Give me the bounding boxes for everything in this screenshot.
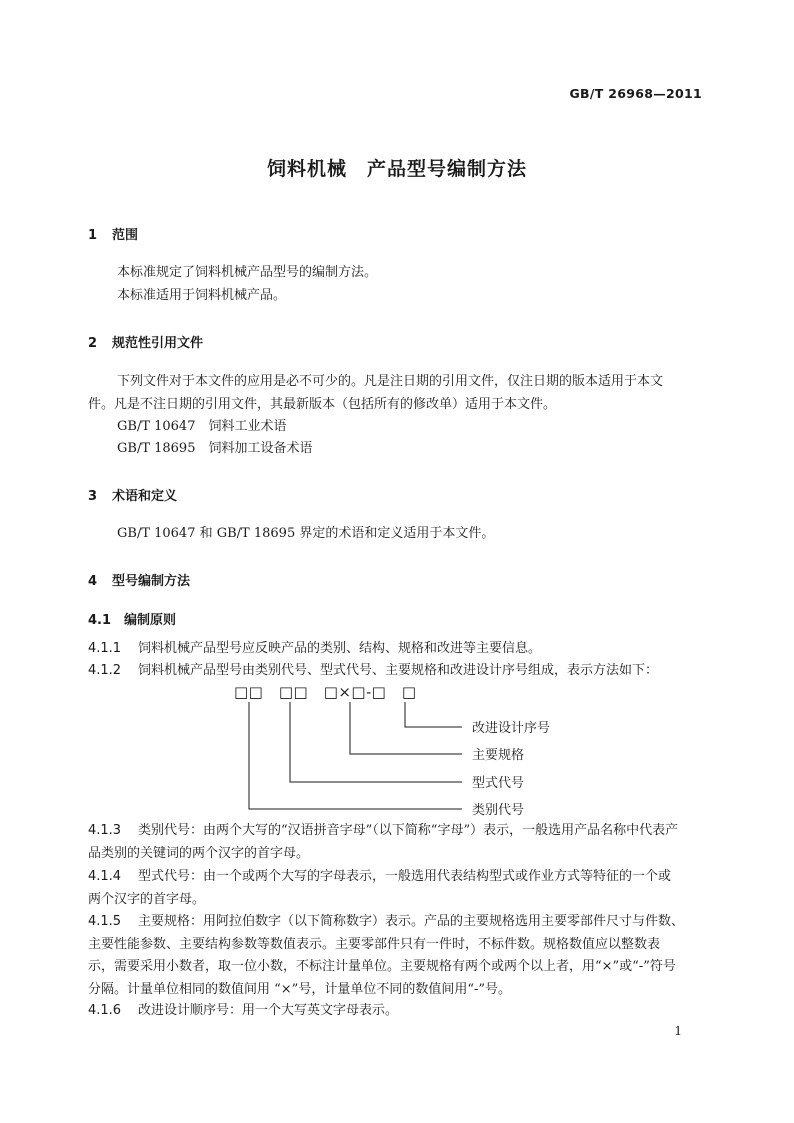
leader-line-category <box>249 702 462 809</box>
clause-4-1-6 <box>88 1000 398 1022</box>
clause-4-1-5 <box>88 911 684 1001</box>
clause-number: 4.1.5 <box>88 914 122 929</box>
section-3-heading <box>88 485 177 504</box>
paragraph: 本标准适用于饲料机械产品。 <box>117 288 287 303</box>
paragraph: GB/T 10647 和 GB/T 18695 界定的术语和定义适用于本文件。 <box>117 526 495 541</box>
clause-text: 示，需要采用小数者，取一位小数，不标注计量单位。主要规格有两个或两个以上者，用“×”或“-”符号 <box>88 959 676 974</box>
section-1-heading <box>88 224 138 243</box>
section-title: 规范性引用文件 <box>112 336 204 351</box>
diagram-leader-lines <box>249 702 462 809</box>
section-title: 术语和定义 <box>112 489 178 504</box>
section-title: 范围 <box>112 228 139 243</box>
clause-4-1-2 <box>88 660 658 682</box>
clause-number: 4.1.4 <box>88 869 122 884</box>
reference-item: GB/T 18695 饲料加工设备术语 <box>117 441 313 456</box>
paragraph: 本标准规定了饲料机械产品型号的编制方法。 <box>117 265 378 280</box>
section-number: 2 <box>88 336 98 351</box>
subsection-title: 编制原则 <box>124 613 177 628</box>
paragraph: 件。凡是不注日期的引用文件，其最新版本（包括所有的修改单）适用于本文件。 <box>88 397 557 412</box>
page-number: 1 <box>674 1024 682 1038</box>
clause-number: 4.1.2 <box>88 663 122 678</box>
subsection-4-1-heading <box>88 609 176 628</box>
label-type-code: 型式代号 <box>472 776 525 791</box>
model-code-symbol: □□ □□ □×□-□ □ <box>234 683 417 701</box>
model-code-diagram <box>0 680 794 820</box>
clause-text: 分隔。计量单位相同的数值间用 “×”号，计量单位不同的数值间用“-”号。 <box>88 981 512 997</box>
section-title: 型号编制方法 <box>112 574 191 589</box>
clause-text: 类别代号：由两个大写的“汉语拼音字母”（以下简称“字母”）表示，一般选用产品名称中代表产 <box>138 823 679 838</box>
leader-line-spec <box>350 702 462 754</box>
label-main-specification: 主要规格 <box>472 748 525 763</box>
label-revision-number: 改进设计序号 <box>472 721 551 736</box>
standard-code: GB/T 26968—2011 <box>569 86 702 101</box>
clause-text: 改进设计顺序号：用一个大写英文字母表示。 <box>138 1003 399 1018</box>
label-category-code: 类别代号 <box>472 803 525 818</box>
paragraph: 下列文件对于本文件的应用是必不可少的。凡是注日期的引用文件，仅注日期的版本适用于本文 <box>117 374 664 389</box>
clause-text: 饲料机械产品型号应反映产品的类别、结构、规格和改进等主要信息。 <box>138 641 542 656</box>
clause-text: 型式代号：由一个或两个大写的字母表示，一般选用代表结构型式或作业方式等特征的一个或 <box>138 869 672 884</box>
section-4-heading <box>88 570 190 589</box>
section-number: 4 <box>88 574 98 589</box>
clause-text: 品类别的关键词的两个汉字的首字母。 <box>88 845 310 861</box>
clause-4-1-3 <box>88 820 678 865</box>
clause-number: 4.1.6 <box>88 1003 122 1018</box>
section-number: 3 <box>88 489 98 504</box>
document-title: 饲料机械 产品型号编制方法 <box>266 158 527 180</box>
section-2-heading <box>88 332 203 351</box>
clause-text: 主要规格：用阿拉伯数字（以下简称数字）表示。产品的主要规格选用主要零部件尺寸与件数、 <box>138 914 685 929</box>
clause-4-1-4 <box>88 866 671 911</box>
clause-text: 主要性能参数、主要结构参数等数值表示。主要零部件只有一件时，不标件数。规格数值应以整数表 <box>88 936 661 952</box>
clause-number: 4.1.3 <box>88 823 122 838</box>
subsection-number: 4.1 <box>88 613 112 628</box>
section-number: 1 <box>88 228 98 243</box>
clause-text: 两个汉字的首字母。 <box>88 891 206 907</box>
clause-text: 饲料机械产品型号由类别代号、型式代号、主要规格和改进设计序号组成，表示方法如下： <box>138 663 659 678</box>
leader-line-type <box>290 702 462 782</box>
clause-4-1-1 <box>88 638 541 660</box>
reference-item: GB/T 10647 饲料工业术语 <box>117 419 287 434</box>
leader-line-revision <box>405 702 462 727</box>
clause-number: 4.1.1 <box>88 641 122 656</box>
